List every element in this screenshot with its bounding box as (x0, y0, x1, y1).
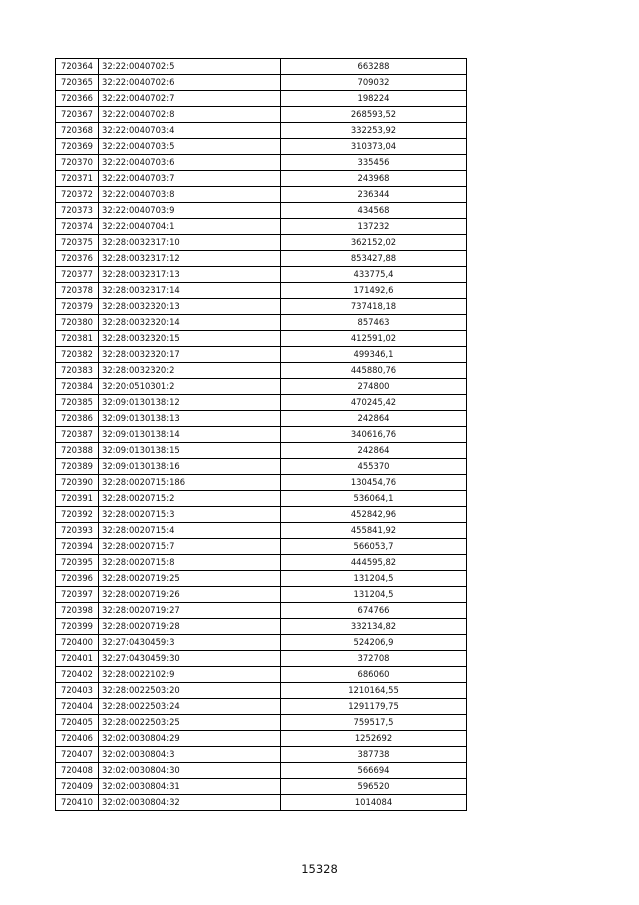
table-row (56, 763, 467, 779)
cadastral-number-cell: 32:28:0020715:4 (99, 523, 281, 539)
cadastral-number-cell: 32:28:0032317:12 (99, 251, 281, 267)
cadastral-value-table (55, 58, 467, 811)
cadastral-number-cell: 32:22:0040702:5 (99, 59, 281, 75)
cadastral-value-cell: 362152,02 (281, 235, 467, 251)
table-row (56, 443, 467, 459)
cadastral-value-cell: 1210164,55 (281, 683, 467, 699)
cadastral-number-cell: 32:09:0130138:14 (99, 427, 281, 443)
row-id-cell: 720394 (56, 539, 99, 555)
row-id-cell: 720387 (56, 427, 99, 443)
table-row (56, 747, 467, 763)
table-body (56, 59, 467, 811)
row-id-cell: 720410 (56, 795, 99, 811)
row-id-cell: 720388 (56, 443, 99, 459)
cadastral-value-cell: 663288 (281, 59, 467, 75)
cadastral-number-cell: 32:28:0032320:15 (99, 331, 281, 347)
row-id-cell: 720392 (56, 507, 99, 523)
table-row (56, 315, 467, 331)
cadastral-value-cell: 243968 (281, 171, 467, 187)
table-row (56, 491, 467, 507)
cadastral-number-cell: 32:28:0022102:9 (99, 667, 281, 683)
cadastral-value-cell: 524206,9 (281, 635, 467, 651)
row-id-cell: 720376 (56, 251, 99, 267)
cadastral-number-cell: 32:02:0030804:32 (99, 795, 281, 811)
cadastral-value-cell: 444595,82 (281, 555, 467, 571)
cadastral-value-cell: 709032 (281, 75, 467, 91)
row-id-cell: 720381 (56, 331, 99, 347)
table-row (56, 395, 467, 411)
cadastral-number-cell: 32:09:0130138:16 (99, 459, 281, 475)
cadastral-number-cell: 32:28:0032320:2 (99, 363, 281, 379)
row-id-cell: 720398 (56, 603, 99, 619)
table-row (56, 123, 467, 139)
row-id-cell: 720396 (56, 571, 99, 587)
row-id-cell: 720374 (56, 219, 99, 235)
table-row (56, 651, 467, 667)
cadastral-number-cell: 32:28:0020719:27 (99, 603, 281, 619)
cadastral-number-cell: 32:22:0040702:6 (99, 75, 281, 91)
cadastral-value-cell: 1252692 (281, 731, 467, 747)
cadastral-value-cell: 455370 (281, 459, 467, 475)
table-row (56, 715, 467, 731)
cadastral-value-cell: 387738 (281, 747, 467, 763)
table-row (56, 59, 467, 75)
row-id-cell: 720382 (56, 347, 99, 363)
cadastral-number-cell: 32:28:0020719:25 (99, 571, 281, 587)
row-id-cell: 720377 (56, 267, 99, 283)
cadastral-number-cell: 32:28:0020715:186 (99, 475, 281, 491)
row-id-cell: 720372 (56, 187, 99, 203)
cadastral-number-cell: 32:28:0022503:24 (99, 699, 281, 715)
cadastral-number-cell: 32:22:0040703:9 (99, 203, 281, 219)
table-row (56, 91, 467, 107)
row-id-cell: 720391 (56, 491, 99, 507)
row-id-cell: 720378 (56, 283, 99, 299)
table-row (56, 155, 467, 171)
row-id-cell: 720395 (56, 555, 99, 571)
cadastral-number-cell: 32:20:0510301:2 (99, 379, 281, 395)
cadastral-number-cell: 32:28:0032320:17 (99, 347, 281, 363)
row-id-cell: 720365 (56, 75, 99, 91)
cadastral-value-cell: 596520 (281, 779, 467, 795)
row-id-cell: 720371 (56, 171, 99, 187)
row-id-cell: 720386 (56, 411, 99, 427)
row-id-cell: 720397 (56, 587, 99, 603)
cadastral-number-cell: 32:02:0030804:29 (99, 731, 281, 747)
table-row (56, 427, 467, 443)
page-number: 15328 (301, 862, 338, 876)
table-row (56, 699, 467, 715)
cadastral-value-cell: 536064,1 (281, 491, 467, 507)
row-id-cell: 720367 (56, 107, 99, 123)
cadastral-value-cell: 686060 (281, 667, 467, 683)
cadastral-number-cell: 32:28:0020719:28 (99, 619, 281, 635)
cadastral-number-cell: 32:22:0040703:8 (99, 187, 281, 203)
cadastral-value-cell: 242864 (281, 443, 467, 459)
cadastral-value-cell: 198224 (281, 91, 467, 107)
table-row (56, 459, 467, 475)
cadastral-value-cell: 335456 (281, 155, 467, 171)
cadastral-number-cell: 32:28:0020715:3 (99, 507, 281, 523)
table-row (56, 235, 467, 251)
row-id-cell: 720366 (56, 91, 99, 107)
row-id-cell: 720408 (56, 763, 99, 779)
cadastral-value-cell: 242864 (281, 411, 467, 427)
row-id-cell: 720409 (56, 779, 99, 795)
table-row (56, 203, 467, 219)
table-row (56, 539, 467, 555)
table-row (56, 331, 467, 347)
row-id-cell: 720364 (56, 59, 99, 75)
table-row (56, 619, 467, 635)
cadastral-number-cell: 32:22:0040703:7 (99, 171, 281, 187)
table-row (56, 683, 467, 699)
table-row (56, 171, 467, 187)
cadastral-value-cell: 857463 (281, 315, 467, 331)
row-id-cell: 720407 (56, 747, 99, 763)
cadastral-value-cell: 372708 (281, 651, 467, 667)
cadastral-number-cell: 32:22:0040702:7 (99, 91, 281, 107)
cadastral-value-cell: 171492,6 (281, 283, 467, 299)
cadastral-value-cell: 412591,02 (281, 331, 467, 347)
cadastral-number-cell: 32:28:0020715:8 (99, 555, 281, 571)
cadastral-value-cell: 759517,5 (281, 715, 467, 731)
table-row (56, 379, 467, 395)
cadastral-number-cell: 32:09:0130138:13 (99, 411, 281, 427)
cadastral-value-cell: 470245,42 (281, 395, 467, 411)
cadastral-value-cell: 332134,82 (281, 619, 467, 635)
cadastral-value-cell: 236344 (281, 187, 467, 203)
row-id-cell: 720379 (56, 299, 99, 315)
cadastral-value-cell: 130454,76 (281, 475, 467, 491)
cadastral-number-cell: 32:22:0040703:4 (99, 123, 281, 139)
table-row (56, 667, 467, 683)
cadastral-number-cell: 32:28:0032320:13 (99, 299, 281, 315)
cadastral-number-cell: 32:22:0040703:5 (99, 139, 281, 155)
table-row (56, 363, 467, 379)
cadastral-value-cell: 737418,18 (281, 299, 467, 315)
table-row (56, 795, 467, 811)
cadastral-value-cell: 853427,88 (281, 251, 467, 267)
cadastral-number-cell: 32:22:0040704:1 (99, 219, 281, 235)
row-id-cell: 720368 (56, 123, 99, 139)
row-id-cell: 720375 (56, 235, 99, 251)
cadastral-value-cell: 137232 (281, 219, 467, 235)
cadastral-value-cell: 452842,96 (281, 507, 467, 523)
table-row (56, 107, 467, 123)
row-id-cell: 720385 (56, 395, 99, 411)
row-id-cell: 720406 (56, 731, 99, 747)
cadastral-number-cell: 32:22:0040703:6 (99, 155, 281, 171)
table-row (56, 411, 467, 427)
table-row (56, 187, 467, 203)
cadastral-number-cell: 32:02:0030804:31 (99, 779, 281, 795)
row-id-cell: 720389 (56, 459, 99, 475)
row-id-cell: 720401 (56, 651, 99, 667)
cadastral-number-cell: 32:28:0022503:20 (99, 683, 281, 699)
table-row (56, 347, 467, 363)
cadastral-number-cell: 32:28:0032317:10 (99, 235, 281, 251)
cadastral-value-cell: 566053,7 (281, 539, 467, 555)
cadastral-number-cell: 32:27:0430459:30 (99, 651, 281, 667)
row-id-cell: 720403 (56, 683, 99, 699)
table-row (56, 507, 467, 523)
row-id-cell: 720402 (56, 667, 99, 683)
cadastral-value-cell: 434568 (281, 203, 467, 219)
cadastral-value-cell: 310373,04 (281, 139, 467, 155)
table-row (56, 779, 467, 795)
cadastral-value-cell: 1291179,75 (281, 699, 467, 715)
cadastral-value-cell: 131204,5 (281, 571, 467, 587)
row-id-cell: 720384 (56, 379, 99, 395)
row-id-cell: 720370 (56, 155, 99, 171)
cadastral-value-cell: 340616,76 (281, 427, 467, 443)
row-id-cell: 720400 (56, 635, 99, 651)
table-row (56, 587, 467, 603)
cadastral-number-cell: 32:22:0040702:8 (99, 107, 281, 123)
cadastral-value-cell: 433775,4 (281, 267, 467, 283)
table-row (56, 219, 467, 235)
table-row (56, 251, 467, 267)
table-row (56, 475, 467, 491)
cadastral-value-cell: 455841,92 (281, 523, 467, 539)
cadastral-value-cell: 274800 (281, 379, 467, 395)
cadastral-value-cell: 499346,1 (281, 347, 467, 363)
cadastral-value-cell: 674766 (281, 603, 467, 619)
table-row (56, 571, 467, 587)
table-row (56, 267, 467, 283)
cadastral-number-cell: 32:27:0430459:3 (99, 635, 281, 651)
table-row (56, 299, 467, 315)
table-row (56, 731, 467, 747)
cadastral-value-cell: 332253,92 (281, 123, 467, 139)
row-id-cell: 720404 (56, 699, 99, 715)
cadastral-value-cell: 268593,52 (281, 107, 467, 123)
row-id-cell: 720393 (56, 523, 99, 539)
cadastral-number-cell: 32:28:0020719:26 (99, 587, 281, 603)
row-id-cell: 720399 (56, 619, 99, 635)
cadastral-number-cell: 32:28:0032317:13 (99, 267, 281, 283)
row-id-cell: 720373 (56, 203, 99, 219)
table-row (56, 523, 467, 539)
row-id-cell: 720390 (56, 475, 99, 491)
cadastral-number-cell: 32:09:0130138:12 (99, 395, 281, 411)
cadastral-number-cell: 32:28:0032317:14 (99, 283, 281, 299)
table-row (56, 603, 467, 619)
row-id-cell: 720405 (56, 715, 99, 731)
cadastral-value-cell: 445880,76 (281, 363, 467, 379)
row-id-cell: 720380 (56, 315, 99, 331)
cadastral-number-cell: 32:02:0030804:3 (99, 747, 281, 763)
cadastral-value-cell: 131204,5 (281, 587, 467, 603)
cadastral-number-cell: 32:28:0020715:7 (99, 539, 281, 555)
row-id-cell: 720383 (56, 363, 99, 379)
cadastral-number-cell: 32:28:0022503:25 (99, 715, 281, 731)
table-row (56, 139, 467, 155)
table-row (56, 283, 467, 299)
cadastral-number-cell: 32:28:0032320:14 (99, 315, 281, 331)
cadastral-number-cell: 32:28:0020715:2 (99, 491, 281, 507)
cadastral-number-cell: 32:02:0030804:30 (99, 763, 281, 779)
cadastral-number-cell: 32:09:0130138:15 (99, 443, 281, 459)
cadastral-value-cell: 566694 (281, 763, 467, 779)
row-id-cell: 720369 (56, 139, 99, 155)
table-row (56, 635, 467, 651)
cadastral-value-cell: 1014084 (281, 795, 467, 811)
table-row (56, 555, 467, 571)
table-row (56, 75, 467, 91)
